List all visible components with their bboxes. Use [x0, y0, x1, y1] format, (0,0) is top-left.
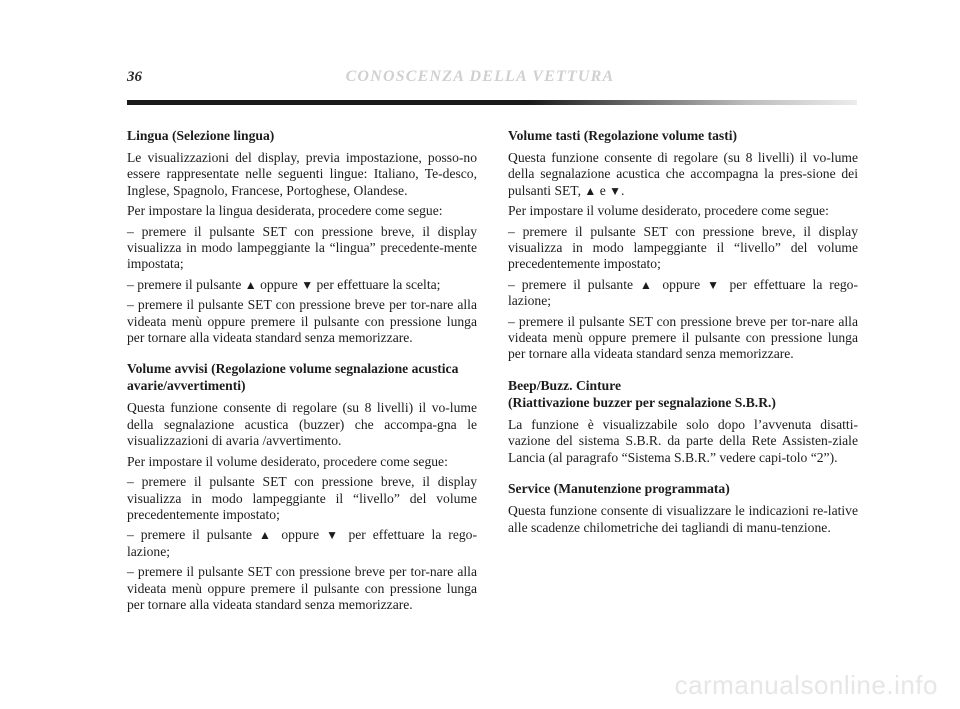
- paragraph: La funzione è visualizzabile solo dopo l’avvenuta disatti-vazione del sistema S.B.R. da parte della Rete Assisten-ziale Lancia (al paragrafo “Sistema S.B.R.” vedere capi-tolo “2”).: [508, 416, 858, 465]
- running-title: CONOSCENZA DELLA VETTURA: [345, 68, 615, 85]
- paragraph: Questa funzione consente di regolare (su 8 livelli) il vo-lume della segnalazione acustica (buzzer) che accompa-gna le visualizzazioni di avaria /avvertimento.: [127, 400, 477, 449]
- step: – premere il pulsante SET con pressione breve, il display visualizza in modo lampeggiante il “livello” del volume precedentemente impostato;: [508, 223, 858, 272]
- watermark: carmanualsonline.info: [674, 670, 938, 700]
- paragraph-text: Questa funzione consente di regolare (su 8 livelli) il vo-lume della segnalazione acustica che accompagna la pres-sione dei pulsanti SET,: [508, 150, 858, 198]
- step-select: [127, 277, 477, 293]
- section-title-beep-cinture: [508, 377, 858, 411]
- section-volume-tasti: [508, 127, 858, 363]
- step: – premere il pulsante SET con pressione breve, il display visualizza in modo lampeggiante il “livello” del volume precedentemente impostato;: [127, 474, 477, 522]
- section-beep-cinture: [508, 377, 858, 466]
- step: – premere il pulsante SET con pressione breve, il display visualizza in modo lampeggiante la “lingua” precedente-mente impostata;: [127, 223, 477, 272]
- header-rule: [127, 100, 857, 105]
- up-triangle-icon: ▲: [244, 277, 257, 292]
- paragraph-text: e: [596, 182, 610, 198]
- down-triangle-icon: ▼: [301, 277, 314, 292]
- step-text: oppure: [256, 276, 302, 292]
- step-text: – premere il pulsante: [127, 527, 259, 543]
- right-column: [508, 127, 858, 550]
- section-title-line: (Riattivazione buzzer per segnalazione S.B.R.): [508, 394, 776, 410]
- down-triangle-icon: ▼: [609, 183, 622, 198]
- step-text: oppure: [655, 276, 708, 292]
- paragraph: Per impostare la lingua desiderata, procedere come segue:: [127, 203, 443, 219]
- step-text: per effettuare la scelta;: [313, 276, 441, 292]
- section-title-volume-tasti: Volume tasti (Regolazione volume tasti): [508, 128, 738, 143]
- step-text: per effettuare la rego-lazione;: [508, 276, 858, 309]
- section-title-line: Beep/Buzz. Cinture: [508, 377, 622, 393]
- paragraph: Questa funzione consente di visualizzare le indicazioni re-lative alle scadenze chilometriche dei tagliandi di manu-tenzione.: [508, 503, 858, 535]
- paragraph: [508, 150, 858, 199]
- up-triangle-icon: ▲: [584, 183, 597, 198]
- down-triangle-icon: ▼: [707, 277, 723, 292]
- section-title-lingua: Lingua (Selezione lingua): [127, 128, 275, 143]
- page-number: 36: [127, 69, 142, 85]
- section-service: [508, 480, 858, 536]
- up-triangle-icon: ▲: [639, 277, 656, 292]
- up-triangle-icon: ▲: [258, 528, 275, 543]
- paragraph: Le visualizzazioni del display, previa impostazione, posso-no essere rappresentate nelle seguenti lingue: Italiano, Te-desco, Inglese, Spagnolo, Francese, Portoghese, Olandese.: [127, 150, 477, 198]
- step-adjust: [127, 527, 477, 560]
- step-text: – premere il pulsante: [127, 276, 245, 292]
- section-title-volume-avvisi: Volume avvisi (Regolazione volume segnalazione acustica avarie/avvertimenti): [127, 361, 459, 394]
- step: – premere il pulsante SET con pressione breve per tor-nare alla videata menù oppure premere il pulsante con pressione lunga per tornare alla videata standard senza memorizzare.: [127, 564, 477, 612]
- step-adjust: [508, 277, 858, 310]
- section-lingua: [127, 127, 477, 346]
- step: – premere il pulsante SET con pressione breve per tor-nare alla videata menù oppure premere il pulsante con pressione lunga per tornare alla videata standard senza memorizzare.: [127, 297, 477, 346]
- paragraph: Per impostare il volume desiderato, procedere come segue:: [127, 453, 448, 469]
- paragraph: Per impostare il volume desiderato, procedere come segue:: [508, 203, 829, 219]
- section-volume-avvisi: [127, 360, 477, 613]
- paragraph-text: .: [621, 182, 625, 198]
- down-triangle-icon: ▼: [326, 528, 342, 543]
- step-text: per effettuare la rego-lazione;: [127, 527, 477, 559]
- step-text: – premere il pulsante: [508, 276, 640, 292]
- left-column: [127, 127, 477, 627]
- section-title-service: Service (Manutenzione programmata): [508, 481, 730, 497]
- step: – premere il pulsante SET con pressione breve per tor-nare alla videata menù oppure premere il pulsante con pressione lunga per tornare alla videata standard senza memorizzare.: [508, 313, 858, 362]
- step-text: oppure: [274, 527, 327, 543]
